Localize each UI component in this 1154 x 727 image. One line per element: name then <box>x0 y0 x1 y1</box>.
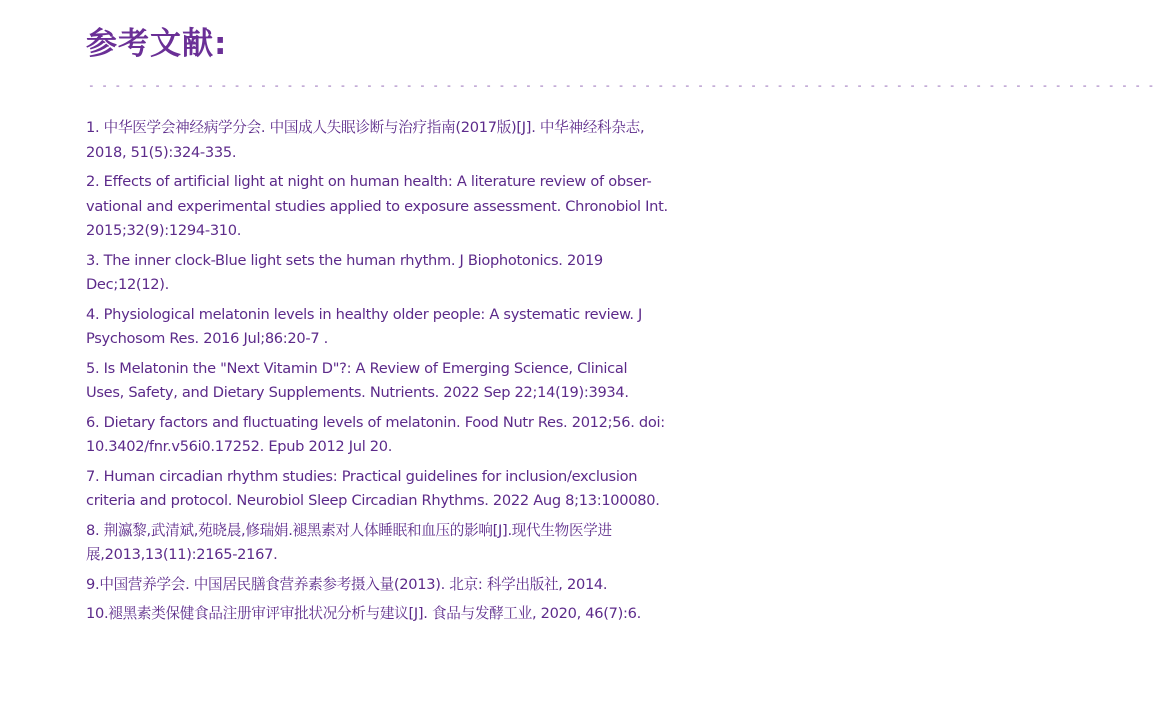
reference-item-10: 10.褪黑素类保健食品注册审评审批状况分析与建议[J]. 食品与发酵工业, 2020, 46(7):6. <box>86 605 641 622</box>
reference-item-8: 8. 荆瀛黎,武清斌,苑晓晨,修瑞娟.褪黑素对人体睡眠和血压的影响[J].现代生物医学进展,2013,13(11):2165-2167. <box>86 521 612 563</box>
reference-item-2: 2. Effects of artificial light at night on human health: A literature review of obser-vational and experimental studies applied to exposure assessment. Chronobiol Int. 2015;32(9):1294-310. <box>86 173 668 239</box>
reference-item-7: 7. Human circadian rhythm studies: Practical guidelines for inclusion/exclusion criteria and protocol. Neurobiol Sleep Circadian Rhythms. 2022 Aug 8;13:100080. <box>86 467 660 509</box>
reference-item-9: 9.中国营养学会. 中国居民膳食营养素参考摄入量(2013). 北京: 科学出版社, 2014. <box>86 575 608 593</box>
reference-item-5: 5. Is Melatonin the "Next Vitamin D"?: A Review of Emerging Science, Clinical Uses, Safety, and Dietary Supplements. Nutrients. 2022 Sep 22;14(19):3934. <box>86 359 629 401</box>
dashed-divider: - - - - - - - - - - - - - - - - - - - - - - - - - - - - - - - - - - - - - - - - - - - - - - - - - - - - - - - - - - - - - - - - - - - - - - - - - - - - - - - - - <box>88 79 1154 92</box>
reference-item-6: 6. Dietary factors and fluctuating levels of melatonin. Food Nutr Res. 2012;56. doi: 10.3402/fnr.v56i0.17252. Epub 2012 Jul 20. <box>86 413 665 455</box>
page-title: 参考文献: <box>86 26 228 62</box>
reference-item-4: 4. Physiological melatonin levels in healthy older people: A systematic review. J Psychosom Res. 2016 Jul;86:20-7 . <box>86 305 643 347</box>
reference-item-3: 3. The inner clock-Blue light sets the human rhythm. J Biophotonics. 2019 Dec;12(12). <box>86 251 603 293</box>
reference-item-1: 1. 中华医学会神经病学分会. 中国成人失眠诊断与治疗指南(2017版)[J]. 中华神经科杂志, 2018, 51(5):324-335. <box>86 119 645 161</box>
reference-list <box>86 116 668 632</box>
